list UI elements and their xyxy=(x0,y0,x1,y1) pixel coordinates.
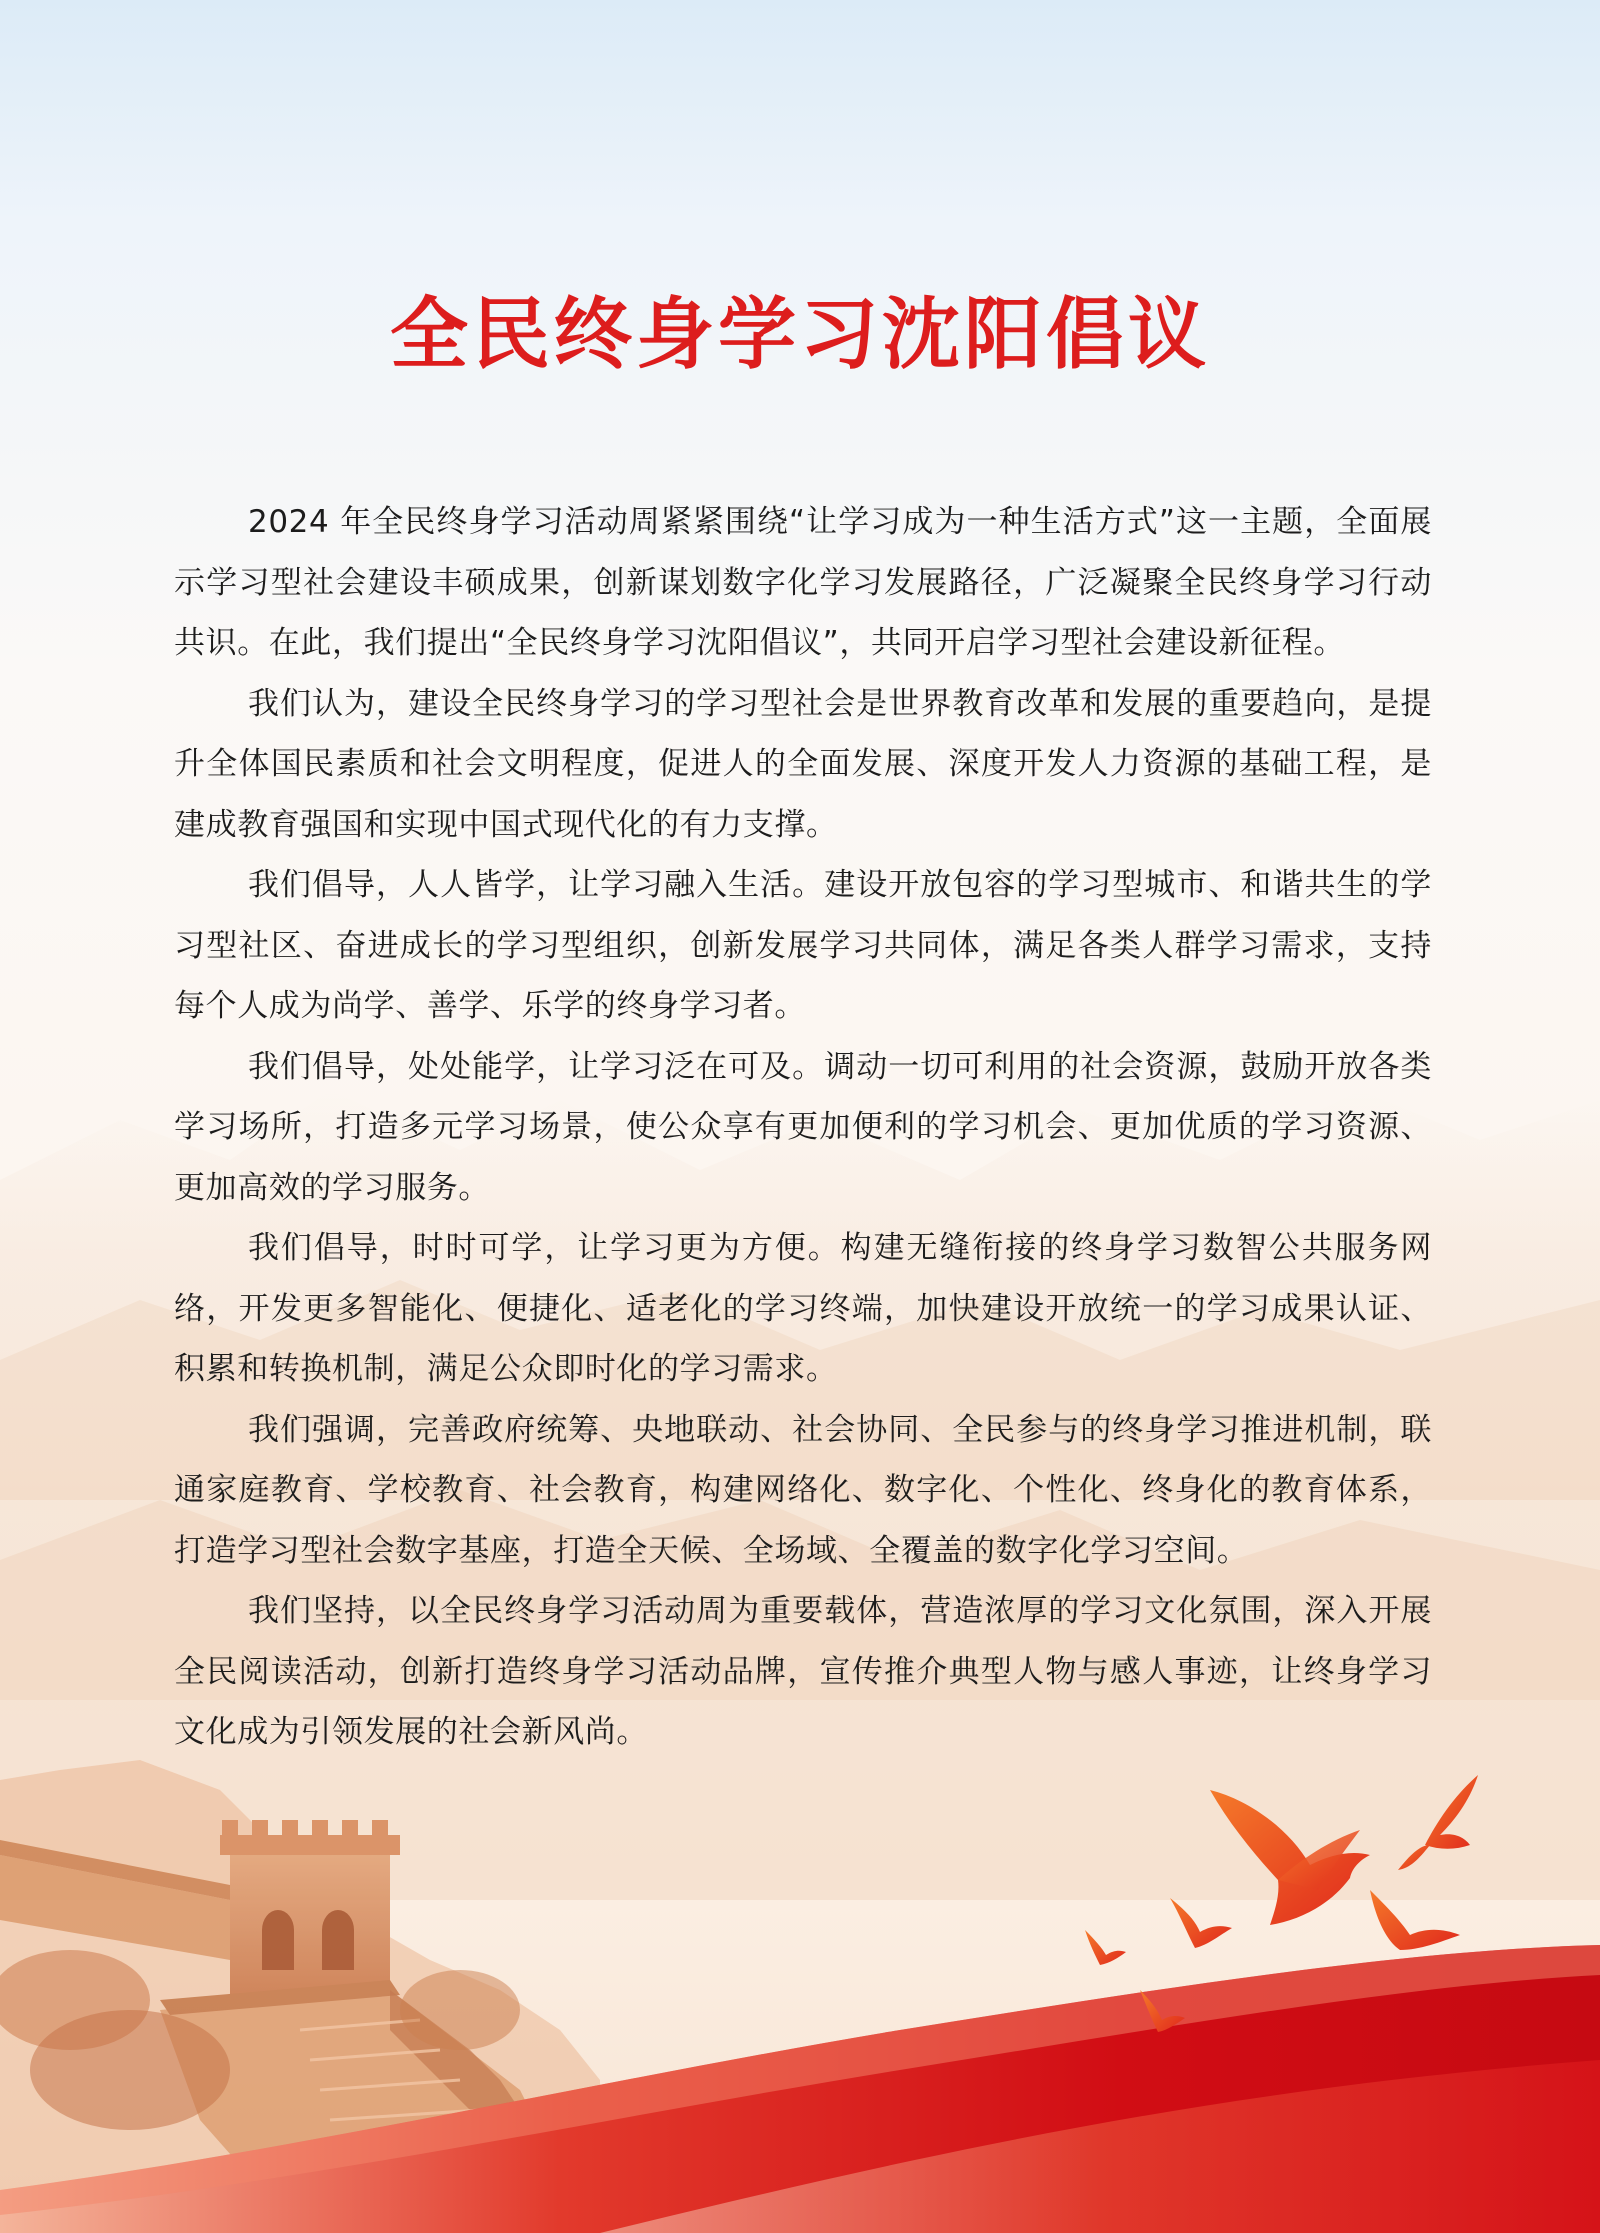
paragraph: 我们倡导，人人皆学，让学习融入生活。建设开放包容的学习型城市、和谐共生的学习型社区、奋进成长的学习型组织，创新发展学习共同体，满足各类人群学习需求，支持每个人成为尚学、善学、乐学的终身学习者。 xyxy=(174,867,1432,1024)
article-body xyxy=(174,492,1432,1763)
paragraph: 我们坚持，以全民终身学习活动周为重要载体，营造浓厚的学习文化氛围，深入开展全民阅读活动，创新打造终身学习活动品牌，宣传推介典型人物与感人事迹，让终身学习文化成为引领发展的社会新风尚。 xyxy=(174,1593,1432,1750)
paragraph: 我们倡导，时时可学，让学习更为方便。构建无缝衔接的终身学习数智公共服务网络，开发更多智能化、便捷化、适老化的学习终端，加快建设开放统一的学习成果认证、积累和转换机制，满足公众即时化的学习需求。 xyxy=(174,1230,1432,1387)
paragraph: 我们强调，完善政府统筹、央地联动、社会协同、全民参与的终身学习推进机制，联通家庭教育、学校教育、社会教育，构建网络化、数字化、个性化、终身化的教育体系，打造学习型社会数字基座，打造全天候、全场域、全覆盖的数字化学习空间。 xyxy=(174,1411,1432,1569)
paragraph: 我们认为，建设全民终身学习的学习型社会是世界教育改革和发展的重要趋向，是提升全体国民素质和社会文明程度，促进人的全面发展、深度开发人力资源的基础工程，是建成教育强国和实现中国式现代化的有力支撑。 xyxy=(174,685,1432,843)
paragraph: 我们倡导，处处能学，让学习泛在可及。调动一切可利用的社会资源，鼓励开放各类学习场所，打造多元学习场景，使公众享有更加便利的学习机会、更加优质的学习资源、更加高效的学习服务。 xyxy=(174,1048,1432,1206)
page-title: 全民终身学习沈阳倡议 xyxy=(389,290,1210,380)
paragraph: 2024 年全民终身学习活动周紧紧围绕“让学习成为一种生活方式”这一主题，全面展示学习型社会建设丰硕成果，创新谋划数字化学习发展路径，广泛凝聚全民终身学习行动共识。在此，我们提出“全民终身学习沈阳倡议”，共同开启学习型社会建设新征程。 xyxy=(174,504,1432,661)
